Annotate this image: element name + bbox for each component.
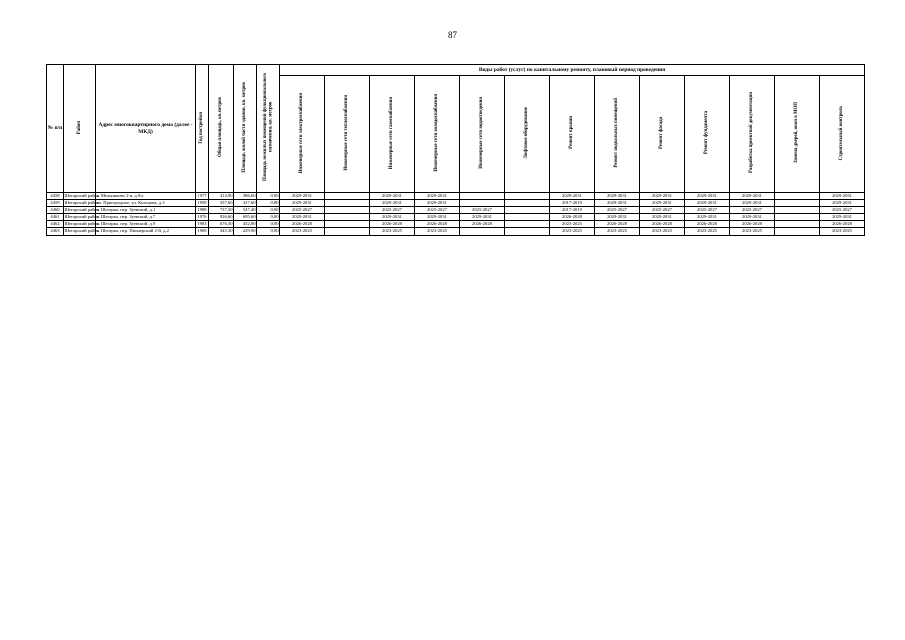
work-type-header: Инженерные сети газоснабжения: [370, 76, 415, 193]
cell-address: с. Шегарка, пер. Пионерский 2-й, д.2: [96, 228, 196, 235]
cell-work-period: 2026-2028: [730, 221, 775, 228]
col-district-header: Район: [64, 65, 96, 193]
table-row: [47, 193, 865, 200]
cell-work-period: 2026-2028: [415, 221, 460, 228]
cell-work-period: [775, 193, 820, 200]
cell-work-period: [325, 221, 370, 228]
cell-work-period: 2029-2031: [595, 214, 640, 221]
cell-work-period: 2029-2031: [370, 193, 415, 200]
cell-work-period: 2029-2031: [640, 200, 685, 207]
cell-work-period: 2029-2031: [280, 200, 325, 207]
cell-address: с. Шегарка, пер. Зуевский, д.7: [96, 214, 196, 221]
cell-work-period: 2026-2028: [820, 221, 865, 228]
cell-work-period: 2026-2028: [550, 214, 595, 221]
cell-work-period: [775, 207, 820, 214]
cell-year: 1983: [197, 221, 207, 227]
cell-num: 4461: [47, 214, 64, 221]
table-row: [47, 221, 865, 228]
cell-work-period: 2029-2031: [820, 214, 865, 221]
cell-area-nonliving: 0,00: [257, 221, 280, 228]
cell-work-period: [460, 200, 505, 207]
cell-work-period: 2026-2028: [640, 221, 685, 228]
cell-work-period: 2025-2027: [595, 207, 640, 214]
cell-work-period: 2029-2031: [280, 214, 325, 221]
capital-repair-table: [46, 64, 865, 236]
cell-work-period: 2023-2025: [370, 228, 415, 235]
cell-work-period: 2025-2027: [640, 207, 685, 214]
cell-year: 1969: [197, 228, 207, 234]
cell-district: Шегарский район: [64, 221, 100, 227]
cell-work-period: 2025-2027: [415, 207, 460, 214]
col-area-total-header: Общая площадь, кв.метров: [209, 65, 234, 193]
cell-work-period: 2029-2031: [640, 214, 685, 221]
cell-work-period: 2029-2031: [415, 200, 460, 207]
cell-year: 1977: [197, 193, 207, 198]
work-type-header: Ремонт фасада: [640, 76, 685, 193]
table-row: [47, 214, 865, 221]
cell-work-period: 2025-2027: [460, 207, 505, 214]
cell-district: Шегарский район: [64, 193, 100, 198]
cell-work-period: [325, 200, 370, 207]
cell-area-total: 357,60: [209, 200, 234, 207]
cell-work-period: [505, 207, 550, 214]
cell-district: Шегарский район: [64, 200, 100, 206]
col-area-living-header: Площадь жилой части здания, кв. метров: [234, 65, 257, 193]
cell-address: сп. Пригородное, ул. Кольцова, д.3: [96, 200, 196, 207]
cell-work-period: 2029-2031: [730, 193, 775, 200]
cell-work-period: 2029-2031: [415, 214, 460, 221]
cell-work-period: 2029-2031: [685, 193, 730, 200]
cell-work-period: 2025-2027: [685, 207, 730, 214]
cell-work-period: 2029-2031: [685, 200, 730, 207]
cell-area-living: 695,60: [234, 214, 257, 221]
cell-work-period: [775, 200, 820, 207]
cell-work-period: 2023-2025: [730, 228, 775, 235]
cell-num: 4463: [47, 228, 64, 235]
cell-work-period: 2023-2025: [550, 221, 595, 228]
cell-num: 4458: [47, 193, 64, 200]
cell-work-period: 2029-2031: [820, 193, 865, 200]
work-type-header: Разработка проектной документации: [730, 76, 775, 193]
cell-work-period: 2023-2025: [640, 228, 685, 235]
cell-work-period: 2029-2031: [280, 193, 325, 200]
col-num-header: № п/п: [47, 65, 64, 193]
cell-work-period: [325, 228, 370, 235]
cell-area-living: 229,90: [234, 228, 257, 235]
work-type-header: Инженерные сети водоотведения: [460, 76, 505, 193]
cell-work-period: 2029-2031: [595, 200, 640, 207]
cell-address: с. Шегарка, пер. Зуевский, д.9: [96, 221, 196, 228]
cell-work-period: 2017-2019: [550, 207, 595, 214]
cell-work-period: [505, 193, 550, 200]
cell-district: Шегарский район: [64, 207, 100, 213]
table-row: [47, 228, 865, 235]
work-type-header: Инженерные сети электроснабжения: [280, 76, 325, 193]
cell-year: 1976: [197, 214, 207, 220]
cell-work-period: 2026-2028: [280, 221, 325, 228]
work-type-header: Ремонт подвальных помещений: [595, 76, 640, 193]
cell-work-period: 2023-2025: [820, 228, 865, 235]
cell-work-period: 2029-2031: [550, 193, 595, 200]
cell-work-period: [505, 221, 550, 228]
cell-work-period: 2026-2028: [595, 221, 640, 228]
works-group-header: Виды работ (услуг) по капитальному ремонту, плановый период проведения: [280, 65, 865, 76]
cell-area-living: 386,60: [234, 193, 257, 200]
cell-work-period: 2023-2025: [595, 228, 640, 235]
cell-area-nonliving: 0,00: [257, 200, 280, 207]
cell-work-period: 2029-2031: [595, 193, 640, 200]
cell-area-nonliving: 0,00: [257, 193, 280, 200]
cell-num: 4460: [47, 207, 64, 214]
cell-address: с. Шегарка, пер. Зуевский, д.1: [96, 207, 196, 214]
cell-district: Шегарский район: [64, 228, 100, 234]
cell-num: 4462: [47, 221, 64, 228]
cell-work-period: [505, 228, 550, 235]
cell-work-period: 2025-2027: [820, 207, 865, 214]
cell-work-period: 2029-2031: [820, 200, 865, 207]
cell-district: Шегарский район: [64, 214, 100, 220]
cell-address: с. Мельниково 2-я, д.9/а: [96, 193, 196, 200]
table-row: [47, 200, 865, 207]
cell-work-period: 2025-2027: [730, 207, 775, 214]
cell-area-living: 327,60: [234, 200, 257, 207]
work-type-header: Ремонт крыши: [550, 76, 595, 193]
cell-area-total: 345,30: [209, 228, 234, 235]
cell-work-period: 2023-2025: [550, 228, 595, 235]
cell-work-period: 2029-2031: [685, 214, 730, 221]
work-type-header: Инженерные сети теплоснабжения: [325, 76, 370, 193]
cell-year: 1958: [197, 200, 207, 206]
work-type-header: Строительный контроль: [820, 76, 865, 193]
col-year-header: Год постройки: [196, 65, 209, 193]
cell-work-period: 2029-2031: [415, 193, 460, 200]
cell-work-period: [775, 221, 820, 228]
work-type-header: Замена дверей, окон в МОП: [775, 76, 820, 193]
cell-work-period: 2017-2019: [550, 200, 595, 207]
cell-work-period: [325, 214, 370, 221]
cell-work-period: 2029-2031: [640, 193, 685, 200]
cell-work-period: 2029-2031: [460, 214, 505, 221]
cell-work-period: [775, 228, 820, 235]
cell-work-period: 2029-2031: [730, 214, 775, 221]
work-type-header: Инженерные сети холодоснабжения: [415, 76, 460, 193]
cell-work-period: [325, 193, 370, 200]
cell-area-nonliving: 0,00: [257, 214, 280, 221]
cell-work-period: [325, 207, 370, 214]
cell-area-total: 414,90: [209, 193, 234, 200]
cell-work-period: 2023-2025: [280, 228, 325, 235]
cell-area-living: 452,80: [234, 221, 257, 228]
cell-area-living: 547,40: [234, 207, 257, 214]
cell-year: 1988: [197, 207, 207, 213]
cell-work-period: [505, 200, 550, 207]
cell-work-period: 2026-2028: [370, 221, 415, 228]
col-address-header: Адрес многоквартирного дома (далее - МКД): [96, 65, 196, 193]
cell-work-period: [775, 214, 820, 221]
work-type-header: Ремонт фундамента: [685, 76, 730, 193]
cell-work-period: [505, 214, 550, 221]
cell-work-period: [460, 193, 505, 200]
cell-work-period: 2029-2031: [370, 200, 415, 207]
cell-work-period: 2029-2031: [370, 214, 415, 221]
work-type-header: Лифтовое оборудование: [505, 76, 550, 193]
cell-work-period: 2023-2025: [685, 228, 730, 235]
cell-area-nonliving: 0,00: [257, 207, 280, 214]
cell-work-period: 2023-2025: [415, 228, 460, 235]
cell-work-period: 2026-2028: [685, 221, 730, 228]
col-area-nonliving-header: Площадь нежилых помещений функционального назначения, кв. метров: [257, 65, 280, 193]
cell-area-total: 676,30: [209, 221, 234, 228]
cell-area-total: 926,60: [209, 214, 234, 221]
cell-work-period: 2025-2027: [370, 207, 415, 214]
cell-work-period: [460, 228, 505, 235]
page-number: 87: [448, 30, 457, 40]
cell-area-nonliving: 0,00: [257, 228, 280, 235]
cell-area-total: 737,30: [209, 207, 234, 214]
cell-num: 4459: [47, 200, 64, 207]
table-row: [47, 207, 865, 214]
cell-work-period: 2029-2031: [730, 200, 775, 207]
cell-work-period: 2025-2027: [280, 207, 325, 214]
cell-work-period: 2026-2028: [460, 221, 505, 228]
